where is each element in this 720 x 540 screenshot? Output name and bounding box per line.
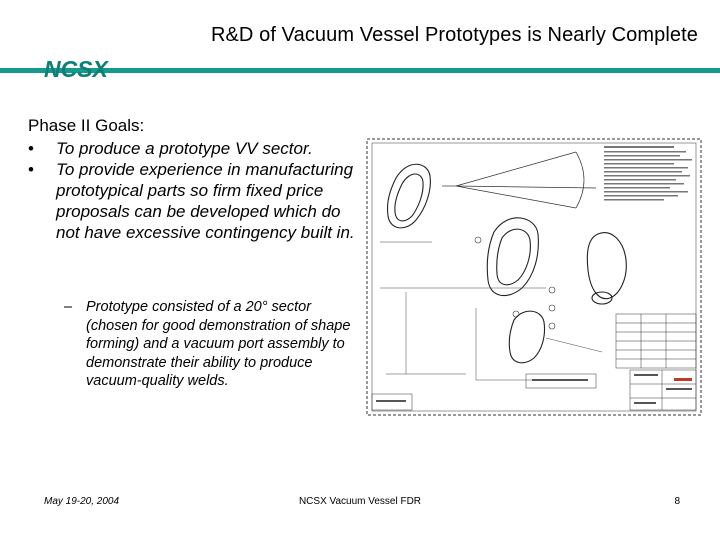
goal-item (28, 159, 358, 243)
slide-title: R&D of Vacuum Vessel Prototypes is Nearly Complete (210, 24, 698, 46)
ncsx-logo: NCSX (44, 56, 108, 82)
page-number: 8 (674, 496, 680, 507)
bullet-icon: • (28, 160, 34, 179)
goal-item (28, 138, 358, 159)
title-rule (0, 68, 720, 73)
footer-title: NCSX Vacuum Vessel FDR (298, 496, 422, 507)
goals-list (28, 138, 358, 243)
bullet-icon: • (28, 139, 34, 158)
sub-list (64, 298, 354, 391)
goal-text: To provide experience in manufacturing prototypical parts so firm fixed price proposals can be developed which do not have excessive contingency built in. (56, 160, 355, 242)
engineering-drawing (366, 138, 702, 416)
goals-heading: Phase II Goals: (28, 116, 145, 135)
sub-text: Prototype consisted of a 20° sector (chosen for good demonstration of shape forming) and a vacuum port assembly to demonstrate their ability to produce vacuum-quality welds. (86, 299, 351, 390)
goal-text: To produce a prototype VV sector. (56, 139, 313, 158)
sub-item (64, 298, 354, 391)
footer-date: May 19-20, 2004 (44, 496, 120, 507)
dash-icon: – (64, 299, 73, 315)
